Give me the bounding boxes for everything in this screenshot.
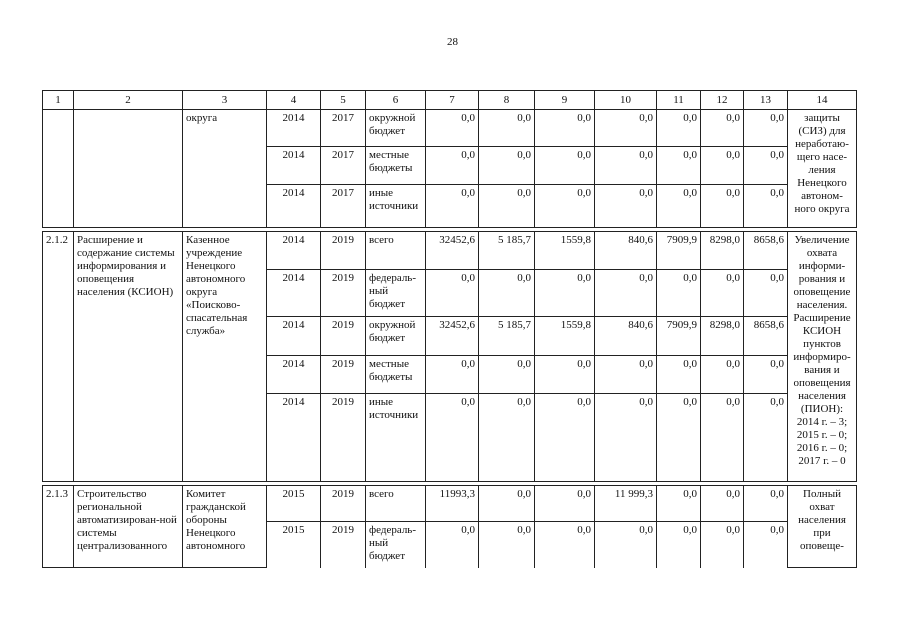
- table-row: [43, 232, 857, 270]
- value-col9: 0,0: [535, 522, 595, 568]
- end-year: 2019: [321, 486, 366, 522]
- col-header: 13: [744, 91, 788, 110]
- expected-result: Увеличение охвата информи-рования и оповещение населения. Расширение КСИОН пунктов информиро-вания и оповещения населения (ПИОН): 2014 г. – 3; 2015 г. – 0; 2016 г. – 0; 2017 г. – 0: [788, 232, 857, 482]
- value-col10: 0,0: [595, 356, 657, 394]
- value-col10: 11 999,3: [595, 486, 657, 522]
- value-col13: 8658,6: [744, 317, 788, 356]
- start-year: 2015: [267, 522, 321, 568]
- col-header: 10: [595, 91, 657, 110]
- value-col12: 0,0: [701, 356, 744, 394]
- value-col13: 0,0: [744, 270, 788, 317]
- col-header: 9: [535, 91, 595, 110]
- value-col8: 0,0: [479, 394, 535, 482]
- value-col10: 840,6: [595, 317, 657, 356]
- value-col12: 0,0: [701, 522, 744, 568]
- value-col12: 0,0: [701, 185, 744, 228]
- col-header: 5: [321, 91, 366, 110]
- value-col7: 32452,6: [426, 232, 479, 270]
- value-col13: 0,0: [744, 522, 788, 568]
- value-col9: 0,0: [535, 356, 595, 394]
- value-col12: 8298,0: [701, 232, 744, 270]
- end-year: 2019: [321, 356, 366, 394]
- value-col10: 0,0: [595, 522, 657, 568]
- value-col13: 0,0: [744, 394, 788, 482]
- start-year: 2015: [267, 486, 321, 522]
- value-col11: 7909,9: [657, 317, 701, 356]
- col-header: 7: [426, 91, 479, 110]
- item-name: [74, 110, 183, 228]
- budget-table: [42, 90, 857, 568]
- col-header: 1: [43, 91, 74, 110]
- value-col12: 0,0: [701, 394, 744, 482]
- value-col7: 0,0: [426, 110, 479, 147]
- value-col13: 0,0: [744, 356, 788, 394]
- header-row: [43, 91, 857, 110]
- start-year: 2014: [267, 270, 321, 317]
- value-col11: 0,0: [657, 110, 701, 147]
- start-year: 2014: [267, 356, 321, 394]
- value-col7: 0,0: [426, 185, 479, 228]
- funding-source: окружной бюджет: [366, 110, 426, 147]
- item-name: Строительство региональной автоматизирован-ной системы централизованного: [74, 486, 183, 568]
- start-year: 2014: [267, 317, 321, 356]
- funding-source: всего: [366, 232, 426, 270]
- value-col10: 0,0: [595, 394, 657, 482]
- value-col11: 0,0: [657, 356, 701, 394]
- value-col7: 32452,6: [426, 317, 479, 356]
- end-year: 2017: [321, 147, 366, 185]
- value-col8: 5 185,7: [479, 232, 535, 270]
- col-header: 4: [267, 91, 321, 110]
- end-year: 2017: [321, 110, 366, 147]
- executor: округа: [183, 110, 267, 228]
- value-col10: 0,0: [595, 185, 657, 228]
- value-col13: 0,0: [744, 185, 788, 228]
- funding-source: иные источники: [366, 394, 426, 482]
- value-col12: 0,0: [701, 147, 744, 185]
- value-col11: 0,0: [657, 394, 701, 482]
- start-year: 2014: [267, 394, 321, 482]
- value-col10: 0,0: [595, 147, 657, 185]
- value-col7: 11993,3: [426, 486, 479, 522]
- value-col7: 0,0: [426, 356, 479, 394]
- value-col9: 0,0: [535, 147, 595, 185]
- item-number: 2.1.2: [43, 232, 74, 482]
- value-col9: 0,0: [535, 486, 595, 522]
- value-col9: 1559,8: [535, 232, 595, 270]
- value-col11: 7909,9: [657, 232, 701, 270]
- value-col11: 0,0: [657, 270, 701, 317]
- value-col8: 0,0: [479, 185, 535, 228]
- value-col12: 0,0: [701, 486, 744, 522]
- item-number: [43, 110, 74, 228]
- end-year: 2019: [321, 394, 366, 482]
- value-col11: 0,0: [657, 185, 701, 228]
- value-col8: 0,0: [479, 522, 535, 568]
- value-col9: 0,0: [535, 270, 595, 317]
- value-col7: 0,0: [426, 147, 479, 185]
- col-header: 2: [74, 91, 183, 110]
- value-col9: 0,0: [535, 110, 595, 147]
- funding-source: окружной бюджет: [366, 317, 426, 356]
- value-col9: 0,0: [535, 394, 595, 482]
- value-col13: 0,0: [744, 486, 788, 522]
- value-col8: 5 185,7: [479, 317, 535, 356]
- col-header: 3: [183, 91, 267, 110]
- col-header: 12: [701, 91, 744, 110]
- end-year: 2019: [321, 317, 366, 356]
- funding-source: всего: [366, 486, 426, 522]
- page-number: 28: [447, 36, 458, 48]
- funding-source: местные бюджеты: [366, 147, 426, 185]
- table-row: [43, 110, 857, 147]
- col-header: 14: [788, 91, 857, 110]
- value-col8: 0,0: [479, 356, 535, 394]
- start-year: 2014: [267, 110, 321, 147]
- start-year: 2014: [267, 147, 321, 185]
- end-year: 2019: [321, 270, 366, 317]
- value-col7: 0,0: [426, 522, 479, 568]
- value-col9: 0,0: [535, 185, 595, 228]
- value-col12: 8298,0: [701, 317, 744, 356]
- funding-source: федераль-ный бюджет: [366, 270, 426, 317]
- start-year: 2014: [267, 185, 321, 228]
- value-col12: 0,0: [701, 110, 744, 147]
- value-col9: 1559,8: [535, 317, 595, 356]
- value-col8: 0,0: [479, 270, 535, 317]
- col-header: 6: [366, 91, 426, 110]
- funding-source: федераль-ный бюджет: [366, 522, 426, 568]
- value-col10: 840,6: [595, 232, 657, 270]
- value-col11: 0,0: [657, 147, 701, 185]
- value-col11: 0,0: [657, 486, 701, 522]
- col-header: 11: [657, 91, 701, 110]
- table-row: [43, 486, 857, 522]
- value-col13: 0,0: [744, 147, 788, 185]
- executor: Комитет гражданской обороны Ненецкого автономного: [183, 486, 267, 568]
- funding-source: иные источники: [366, 185, 426, 228]
- value-col7: 0,0: [426, 394, 479, 482]
- item-number: 2.1.3: [43, 486, 74, 568]
- value-col8: 0,0: [479, 110, 535, 147]
- value-col8: 0,0: [479, 486, 535, 522]
- expected-result: Полный охват населения при оповеще-: [788, 486, 857, 568]
- executor: Казенное учреждение Ненецкого автономного округа «Поисково-спасательная служба»: [183, 232, 267, 482]
- start-year: 2014: [267, 232, 321, 270]
- value-col10: 0,0: [595, 270, 657, 317]
- end-year: 2019: [321, 232, 366, 270]
- value-col10: 0,0: [595, 110, 657, 147]
- value-col13: 8658,6: [744, 232, 788, 270]
- funding-source: местные бюджеты: [366, 356, 426, 394]
- expected-result: защиты (СИЗ) для неработаю-щего насе-ления Ненецкого автоном-ного округа: [788, 110, 857, 228]
- value-col13: 0,0: [744, 110, 788, 147]
- col-header: 8: [479, 91, 535, 110]
- end-year: 2019: [321, 522, 366, 568]
- end-year: 2017: [321, 185, 366, 228]
- value-col8: 0,0: [479, 147, 535, 185]
- item-name: Расширение и содержание системы информирования и оповещения населения (КСИОН): [74, 232, 183, 482]
- value-col7: 0,0: [426, 270, 479, 317]
- value-col11: 0,0: [657, 522, 701, 568]
- value-col12: 0,0: [701, 270, 744, 317]
